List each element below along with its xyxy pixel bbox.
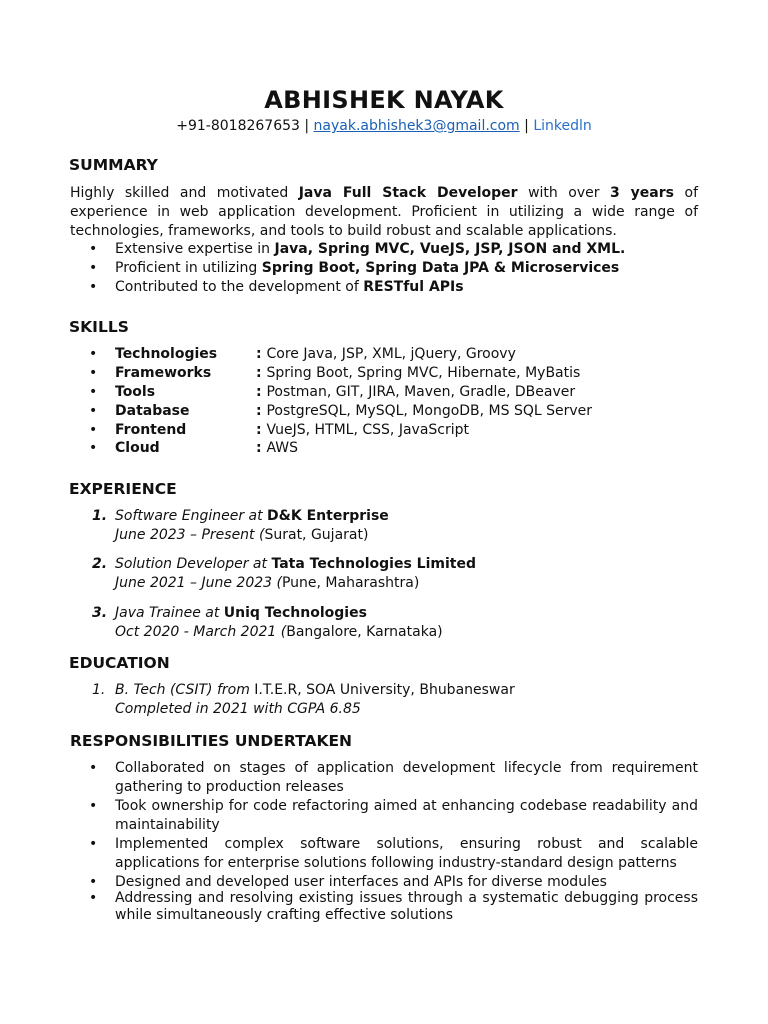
skill-value: : AWS <box>256 440 299 456</box>
bullet-icon: • <box>89 874 98 890</box>
linkedin-link[interactable]: Linkedln <box>533 118 592 134</box>
skill-value: : Spring Boot, Spring MVC, Hibernate, MyBatis <box>256 365 581 381</box>
bullet-icon: • <box>89 279 98 295</box>
skill-label: Frontend <box>115 422 187 438</box>
bullet-icon: • <box>89 346 98 362</box>
bullet-icon: • <box>89 260 98 276</box>
education-completed: Completed in 2021 with CGPA 6.85 <box>115 701 361 717</box>
responsibility-line: Addressing and resolving existing issues through a systematic debugging process <box>115 890 698 906</box>
job-title: Java Trainee at Uniq Technologies <box>115 605 367 621</box>
bullet-icon: • <box>89 384 98 400</box>
education-degree: B. Tech (CSIT) from I.T.E.R, SOA University, Bhubaneswar <box>115 682 515 698</box>
responsibility-line: maintainability <box>115 817 220 833</box>
skill-value: : VueJS, HTML, CSS, JavaScript <box>256 422 469 438</box>
list-number: 1. <box>92 508 108 524</box>
responsibility-line: Took ownership for code refactoring aimed at enhancing codebase readability and <box>115 798 698 814</box>
contact-line: +91-8018267653 | nayak.abhishek3@gmail.com | Linkedln <box>176 118 592 134</box>
bullet-icon: • <box>89 403 98 419</box>
list-number: 2. <box>92 556 108 572</box>
bullet-icon: • <box>89 836 98 852</box>
skills-heading: SKILLS <box>69 318 129 336</box>
phone-number: +91-8018267653 <box>176 118 300 134</box>
summary-bullet: Extensive expertise in Java, Spring MVC, VueJS, JSP, JSON and XML. <box>115 241 626 257</box>
responsibility-line: applications for enterprise solutions following industry-standard design patterns <box>115 855 677 871</box>
skill-value: : Core Java, JSP, XML, jQuery, Groovy <box>256 346 516 362</box>
skill-label: Database <box>115 403 190 419</box>
bullet-icon: • <box>89 365 98 381</box>
bullet-icon: • <box>89 241 98 257</box>
job-title: Software Engineer at D&K Enterprise <box>115 508 389 524</box>
candidate-name: ABHISHEK NAYAK <box>264 86 504 114</box>
job-dates: Oct 2020 - March 2021 (Bangalore, Karnataka) <box>115 624 443 640</box>
summary-bullet: Contributed to the development of RESTful APIs <box>115 279 464 295</box>
bullet-icon: • <box>89 440 98 456</box>
summary-bullet: Proficient in utilizing Spring Boot, Spring Data JPA & Microservices <box>115 260 620 276</box>
job-dates: June 2023 – Present (Surat, Gujarat) <box>115 527 369 543</box>
responsibility-line: while simultaneously crafting effective solutions <box>115 907 453 923</box>
job-title: Solution Developer at Tata Technologies Limited <box>115 556 476 572</box>
bullet-icon: • <box>89 760 98 776</box>
bullet-icon: • <box>89 890 98 906</box>
skill-label: Cloud <box>115 440 160 456</box>
responsibility-line: Implemented complex software solutions, ensuring robust and scalable <box>115 836 698 852</box>
bullet-icon: • <box>89 798 98 814</box>
skill-value: : Postman, GIT, JIRA, Maven, Gradle, DBeaver <box>256 384 576 400</box>
responsibility-line: gathering to production releases <box>115 779 344 795</box>
responsibility-line: Collaborated on stages of application development lifecycle from requirement <box>115 760 698 776</box>
skill-value: : PostgreSQL, MySQL, MongoDB, MS SQL Server <box>256 403 593 419</box>
job-dates: June 2021 – June 2023 (Pune, Maharashtra) <box>115 575 420 591</box>
experience-heading: EXPERIENCE <box>69 480 177 498</box>
summary-heading: SUMMARY <box>69 156 158 174</box>
skill-label: Tools <box>115 384 156 400</box>
list-number: 1. <box>92 682 106 698</box>
education-heading: EDUCATION <box>69 654 170 672</box>
responsibilities-heading: RESPONSIBILITIES UNDERTAKEN <box>70 732 353 750</box>
email-link[interactable]: nayak.abhishek3@gmail.com <box>313 118 520 134</box>
bullet-icon: • <box>89 422 98 438</box>
skill-label: Frameworks <box>115 365 212 381</box>
summary-paragraph: Highly skilled and motivated Java Full Stack Developer with over 3 years of experience in web application development. Proficient in utilizing a wide range of technologies, frameworks, and tools to build robust and scalable applications. <box>70 185 698 239</box>
skill-label: Technologies <box>115 346 218 362</box>
responsibility-line: Designed and developed user interfaces and APIs for diverse modules <box>115 874 607 890</box>
list-number: 3. <box>92 605 108 621</box>
